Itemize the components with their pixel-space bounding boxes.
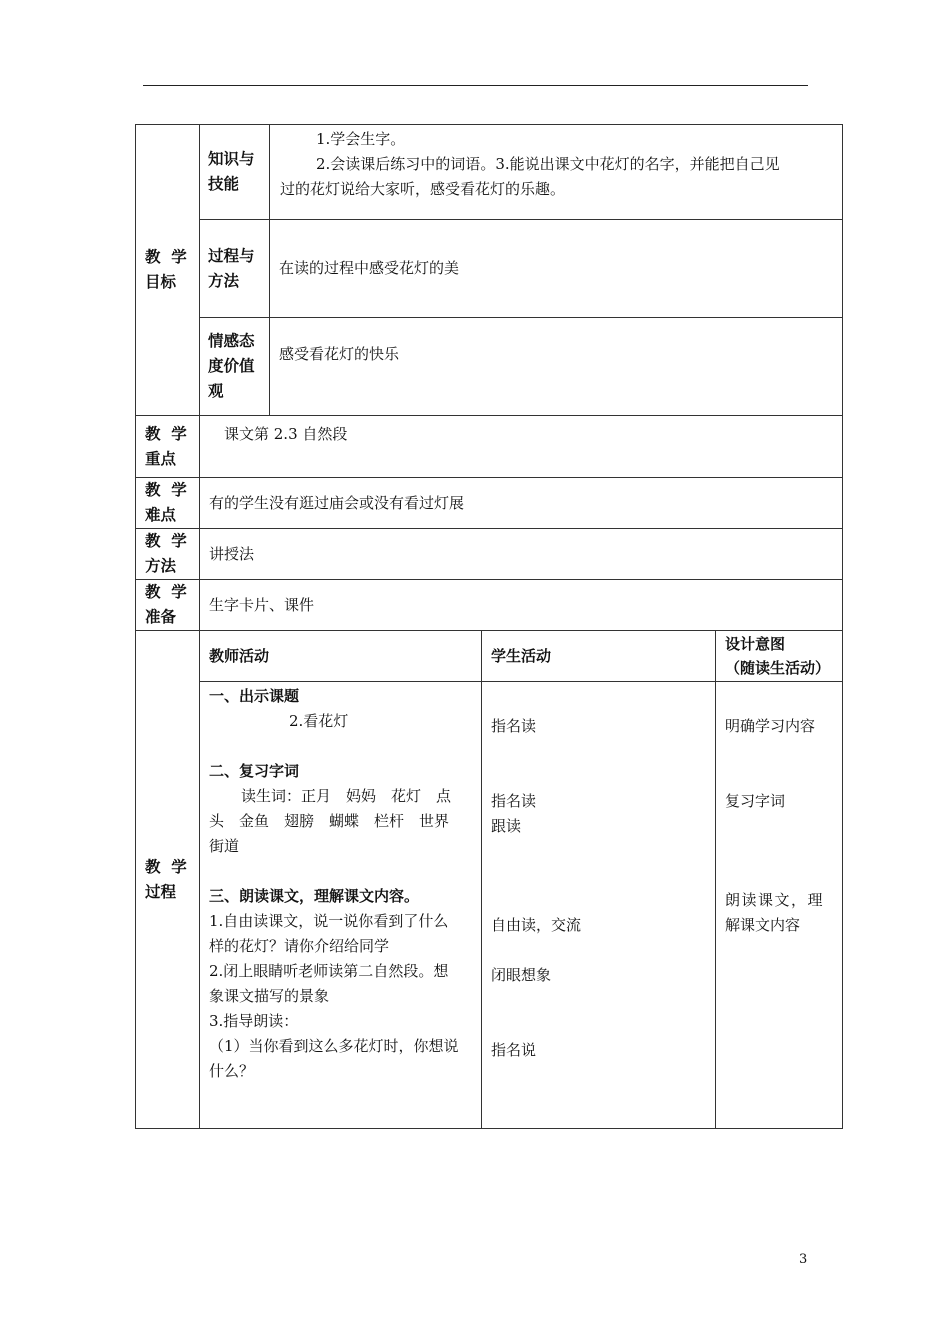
difficulties-label bbox=[136, 478, 200, 529]
design-intent-3-line2: 解课文内容 bbox=[725, 916, 801, 934]
preparation-content bbox=[200, 580, 843, 631]
design-intent-header bbox=[716, 631, 843, 682]
knowledge-label-line2: 技能 bbox=[208, 175, 240, 193]
teacher-step3-line6: （1）当你看到这么多花灯时，你想说 bbox=[209, 1037, 459, 1055]
objectives-label-line2: 目标 bbox=[145, 273, 177, 291]
method-content bbox=[200, 529, 843, 580]
method-label-line2: 方法 bbox=[145, 557, 177, 575]
teacher-step2-line2: 头 金鱼 翅膀 蝴蝶 栏杆 世界 bbox=[209, 812, 450, 830]
emotion-content bbox=[270, 318, 843, 416]
method-label-line1: 教 学 bbox=[145, 532, 187, 550]
teacher-step3-title: 三、朗读课文，理解课文内容。 bbox=[209, 887, 420, 905]
teacher-step2-line1 bbox=[209, 784, 473, 809]
student-activity-header-text: 学生活动 bbox=[491, 646, 552, 665]
teacher-activity-header bbox=[200, 631, 482, 682]
preparation-text: 生字卡片、课件 bbox=[209, 595, 315, 614]
teaching-process-label-line2: 过程 bbox=[145, 882, 177, 901]
process-method-label-line2: 方法 bbox=[208, 271, 240, 290]
teacher-step3-line3: 2.闭上眼睛听老师读第二自然段。想 bbox=[209, 962, 449, 980]
key-points-label-line1: 教 学 bbox=[145, 424, 187, 443]
teacher-step1-line bbox=[209, 709, 473, 734]
difficulties-label-line2: 难点 bbox=[145, 506, 177, 524]
knowledge-line2 bbox=[280, 152, 834, 177]
teacher-step1-text: 2.看花灯 bbox=[289, 712, 349, 730]
design-intent-header-line2: （随读生活动） bbox=[725, 659, 831, 677]
difficulties-label-line1: 教 学 bbox=[145, 481, 187, 499]
knowledge-content bbox=[270, 125, 843, 220]
process-method-text: 在读的过程中感受花灯的美 bbox=[279, 259, 460, 277]
student-activity-3: 跟读 bbox=[491, 817, 522, 835]
student-activity-1: 指名读 bbox=[491, 717, 537, 735]
key-points-content bbox=[200, 416, 843, 478]
knowledge-line2-text: 2.会读课后练习中的词语。3.能说出课文中花灯的名字，并能把自己见 bbox=[316, 155, 780, 173]
method-text: 讲授法 bbox=[209, 544, 255, 563]
teacher-step1-title: 一、出示课题 bbox=[209, 687, 300, 705]
emotion-label bbox=[200, 318, 270, 416]
spacer bbox=[209, 859, 473, 884]
teaching-process-label-line1: 教 学 bbox=[145, 857, 187, 876]
process-method-label-line1: 过程与 bbox=[208, 246, 255, 265]
emotion-label-line2: 度价值 bbox=[208, 357, 255, 375]
spacer bbox=[209, 734, 473, 759]
teacher-step3-line1: 1.自由读课文，说一说你看到了什么 bbox=[209, 912, 449, 930]
teacher-step2-line3: 街道 bbox=[209, 837, 240, 855]
teacher-step3-line4: 象课文描写的景象 bbox=[209, 987, 330, 1005]
teacher-activity-cell bbox=[200, 682, 482, 1129]
design-intent-3-line1: 朗读课文，理 bbox=[725, 891, 825, 909]
student-activity-4: 自由读，交流 bbox=[491, 916, 582, 934]
lesson-plan-table bbox=[135, 124, 843, 1129]
process-method-label bbox=[200, 220, 270, 318]
student-activity-header bbox=[482, 631, 716, 682]
preparation-label-line1: 教 学 bbox=[145, 583, 187, 601]
preparation-label-line2: 准备 bbox=[145, 608, 177, 626]
teaching-process-label bbox=[136, 631, 200, 1129]
design-intent-1: 明确学习内容 bbox=[725, 717, 816, 735]
knowledge-label bbox=[200, 125, 270, 220]
preparation-label bbox=[136, 580, 200, 631]
design-intent-cell bbox=[716, 682, 843, 1129]
header-rule bbox=[143, 85, 808, 86]
student-activity-2: 指名读 bbox=[491, 792, 537, 810]
design-intent-2: 复习字词 bbox=[725, 792, 786, 810]
key-points-text: 课文第 2.3 自然段 bbox=[224, 425, 348, 443]
objectives-label-line1: 教 学 bbox=[145, 248, 187, 266]
knowledge-line1 bbox=[280, 127, 834, 152]
knowledge-line1-text: 1.学会生字。 bbox=[316, 130, 406, 148]
knowledge-line3: 过的花灯说给大家听，感受看花灯的乐趣。 bbox=[280, 180, 566, 198]
teacher-step3-line2: 样的花灯？请你介绍给同学 bbox=[209, 937, 390, 955]
page-number: 3 bbox=[799, 1252, 808, 1267]
difficulties-content bbox=[200, 478, 843, 529]
teacher-step2-title: 二、复习字词 bbox=[209, 762, 300, 780]
key-points-label-line2: 重点 bbox=[145, 449, 177, 468]
teacher-step3-line7: 什么？ bbox=[209, 1062, 255, 1080]
student-activity-cell bbox=[482, 682, 716, 1129]
emotion-label-line1: 情感态 bbox=[208, 332, 255, 350]
teacher-step3-line5: 3.指导朗读： bbox=[209, 1012, 299, 1030]
key-points-label bbox=[136, 416, 200, 478]
process-method-content bbox=[270, 220, 843, 318]
emotion-label-line3: 观 bbox=[208, 382, 224, 400]
design-intent-header-line1: 设计意图 bbox=[725, 635, 786, 653]
emotion-text: 感受看花灯的快乐 bbox=[279, 345, 400, 363]
method-label bbox=[136, 529, 200, 580]
student-activity-6: 指名说 bbox=[491, 1041, 537, 1059]
student-activity-5: 闭眼想象 bbox=[491, 966, 552, 984]
teacher-step2-line1-text: 读生词：正月 妈妈 花灯 点 bbox=[241, 787, 452, 805]
knowledge-label-line1: 知识与 bbox=[208, 150, 255, 168]
objectives-label bbox=[136, 125, 200, 416]
difficulties-text: 有的学生没有逛过庙会或没有看过灯展 bbox=[209, 493, 465, 512]
teacher-activity-header-text: 教师活动 bbox=[209, 646, 270, 665]
